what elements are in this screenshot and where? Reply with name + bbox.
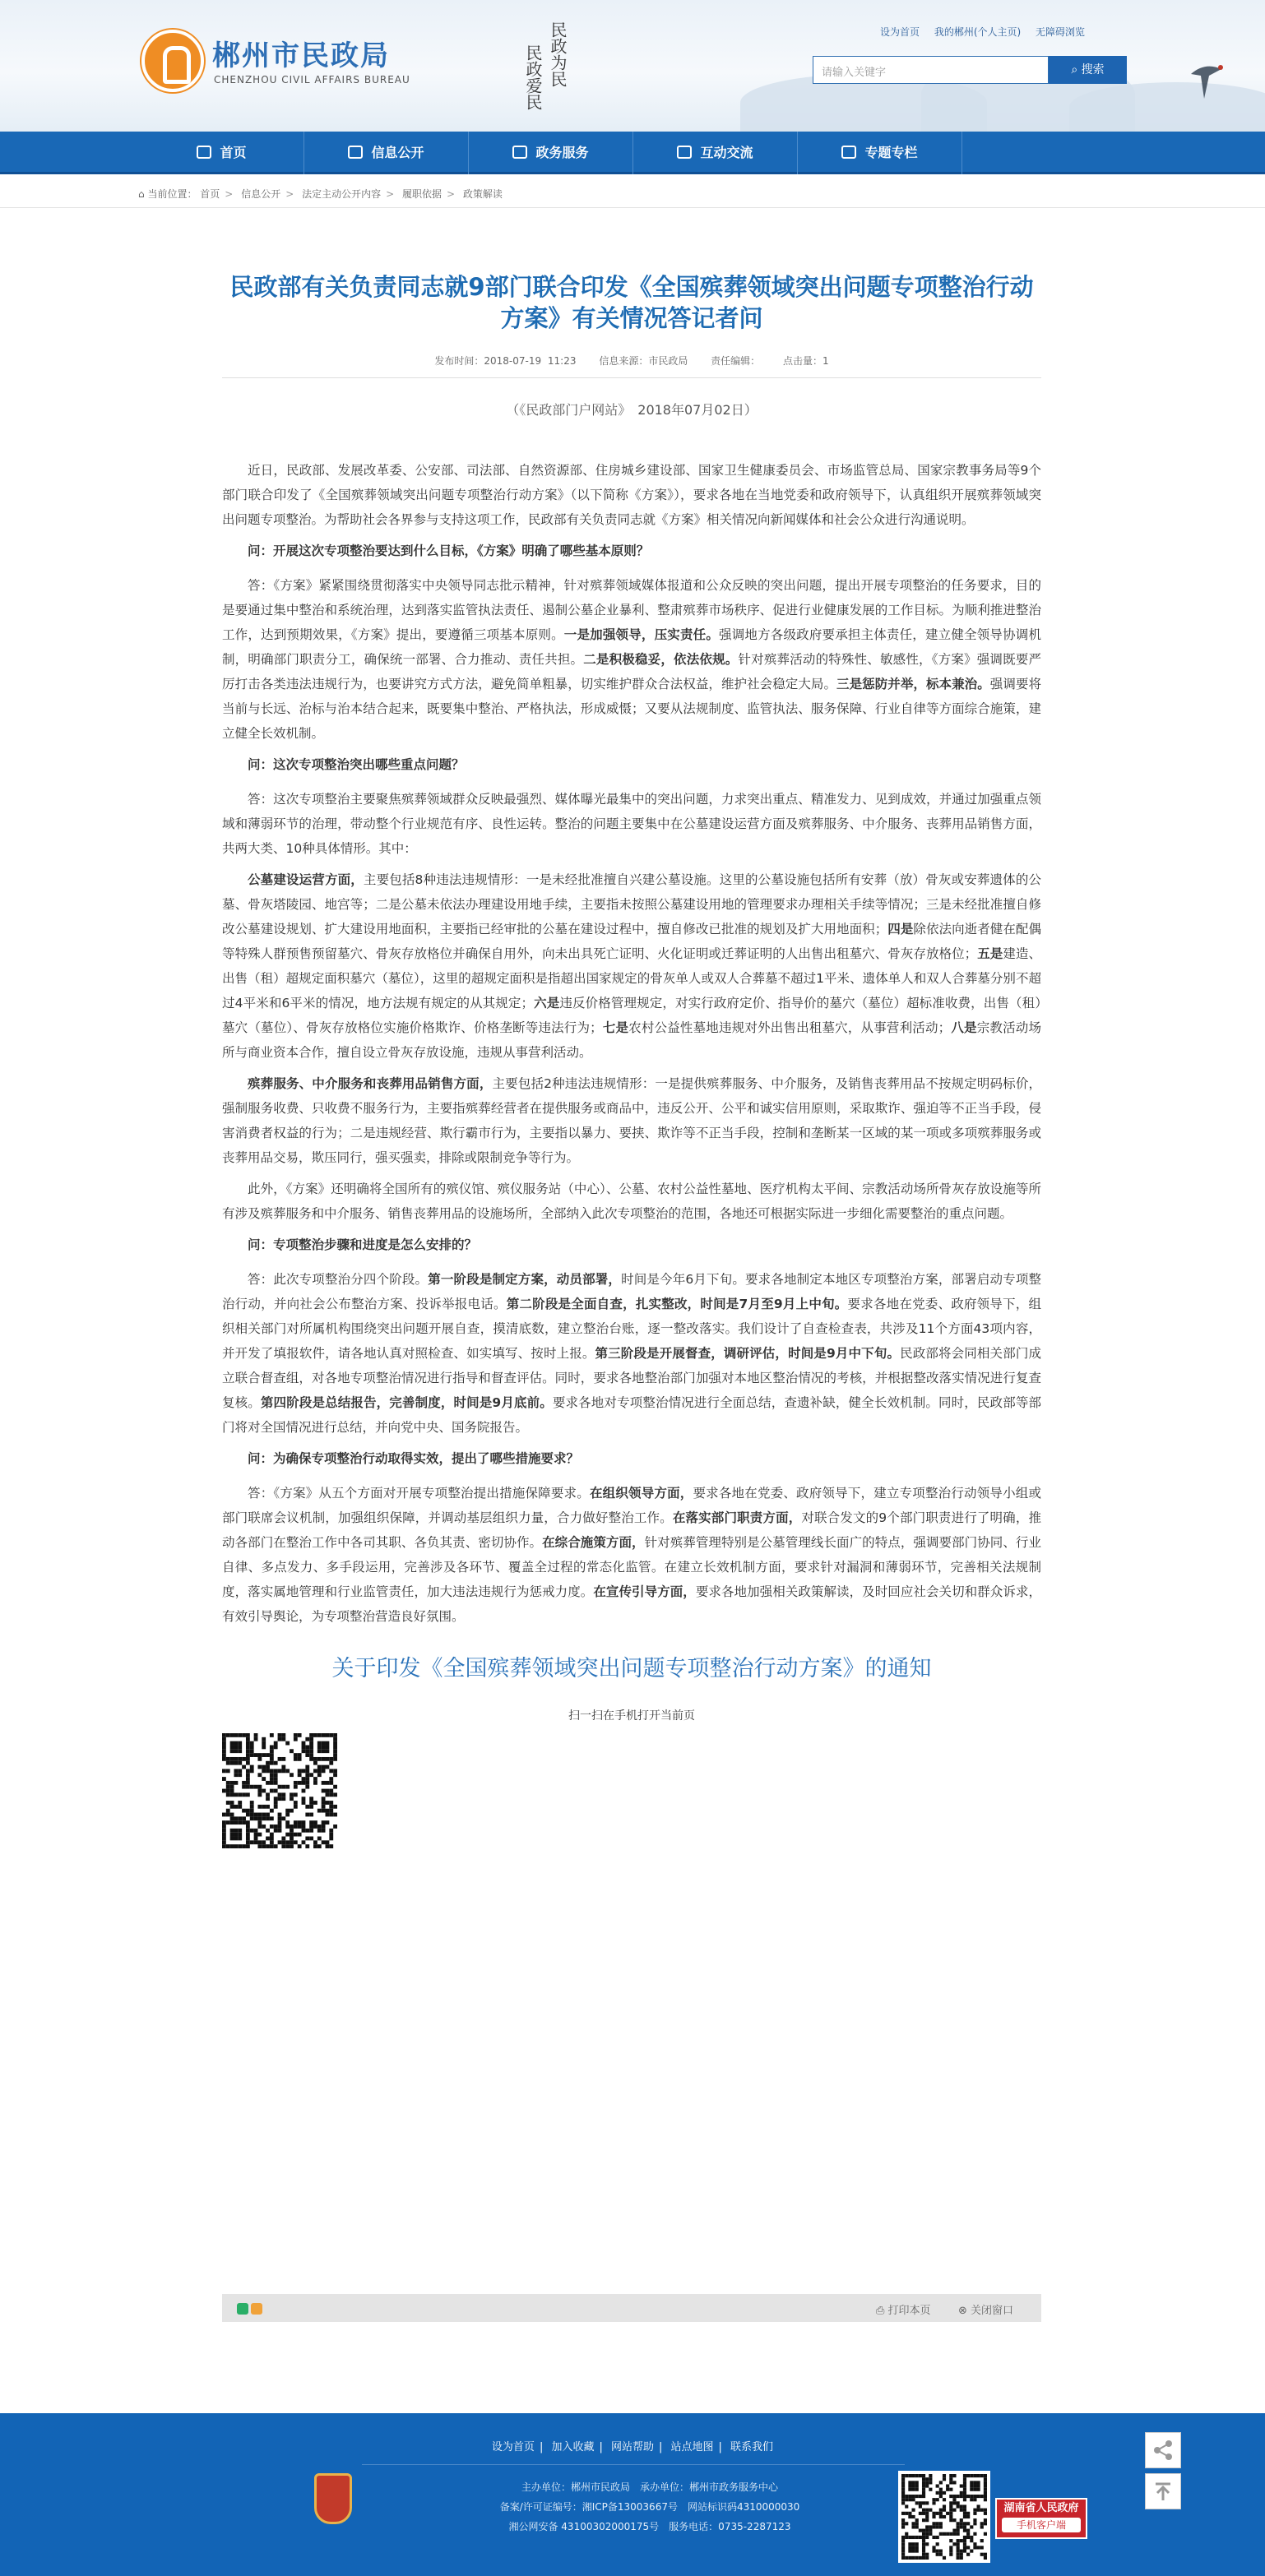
question: 问：为确保专项整治行动取得实效，提出了哪些措施要求？ (248, 1451, 580, 1466)
source-line: （《民政部门户网站》 2018年07月02日） (506, 402, 758, 418)
breadcrumb: ⌂ 当前位置： 首页 > 信息公开 > 法定主动公开内容 > 履职依据 > 政策解读 (138, 188, 503, 200)
publish-time: 发布时间：2018-07-19 11:23 (434, 355, 577, 367)
footer-links: 设为首页 | 加入收藏 | 网站帮助 | 站点地图 | 联系我们 (491, 2441, 774, 2453)
question: 问：这次专项整治突出哪些重点问题？ (248, 757, 465, 772)
nav-home[interactable]: 首页 (140, 132, 304, 174)
crane-icon (1184, 58, 1226, 107)
app-qr-code (898, 2471, 990, 2563)
share-icon (1146, 2433, 1180, 2467)
footer-link[interactable]: 联系我们 (730, 2441, 774, 2453)
breadcrumb-item[interactable]: 政策解读 (462, 188, 503, 200)
breadcrumb-item[interactable]: 首页 (200, 188, 220, 200)
divider (0, 207, 1265, 208)
close-window-button[interactable]: ⊗ 关闭窗口 (958, 2305, 1014, 2317)
mobile-app-link[interactable]: 湖南省人民政府 手机客户端 (995, 2498, 1087, 2539)
chat-icon (677, 146, 692, 159)
footer-link[interactable]: 设为首页 (491, 2441, 535, 2453)
share-bar (222, 2294, 1041, 2322)
edit-icon (512, 146, 527, 159)
home-icon (197, 146, 211, 159)
divider (362, 2464, 905, 2465)
set-homepage-link[interactable]: 设为首页 (880, 26, 920, 38)
search-input[interactable]: 请输入关键字 (813, 56, 1049, 84)
main-nav (0, 132, 1265, 174)
motto-calligraphy: 民政为民 民政爱民 (523, 21, 568, 110)
paragraph: 答：《方案》紧紧围绕贯彻落实中央领导同志批示精神，针对殡葬领域媒体报道和公众反映的突出问题，提出开展专项整治的任务要求，目的是要通过集中整治和系统治理，达到落实监管执法责任、遏制公墓企业暴利、整肃殡葬市场秩序、促进行业健康发展的工作目标。为顺利推进整治工作，达到预期效果，《方案》提出，要遵循三项基本原则。一是加强领导，压实责任。强调地方各级政府要承担主体责任，建立健全领导协调机制，明确部门职责分工，确保统一部署、合力推动、责任共担。二是积极稳妥，依法依规。针对殡葬活动的特殊性、敏感性，《方案》强调既要严厉打击各类违法违规行为，也要讲究方式方法，避免简单粗暴，切实维护群众合法权益，维护社会稳定大局。三是惩防并举，标本兼治。强调要将当前与长远、治标与治本结合起来，既要集中整治、严格执法，形成威慑；又要从法规制度、监管执法、服务保障、行业自律等方面综合施策，建立健全长效机制。 (222, 578, 1041, 741)
accessibility-link[interactable]: 无障碍浏览 (1036, 26, 1086, 38)
hit-count: 点击量：1 (783, 355, 829, 367)
print-button[interactable]: ⎙ 打印本页 (876, 2305, 931, 2317)
question: 问：开展这次专项整治要达到什么目标，《方案》明确了哪些基本原则？ (248, 543, 650, 558)
breadcrumb-item[interactable]: 履职依据 (402, 188, 443, 200)
info-source: 信息来源：市民政局 (599, 355, 688, 367)
footer-link[interactable]: 网站帮助 (610, 2441, 654, 2453)
paragraph: 答：《方案》从五个方面对开展专项整治提出措施保障要求。在组织领导方面，要求各地在党委、政府领导下，建立专项整治行动领导小组或部门联席会议机制，加强组织保障，并调动基层组织力量，合力做好整治工作。在落实部门职责方面，对联合发文的9个部门职责进行了明确，推动各部门在整治工作中各司其职、各负其责、密切协作。在综合施策方面，针对殡葬管理特别是公墓管理线长面广的特点，强调要部门协同、行业自律、多点发力、多手段运用，完善涉及各环节、覆盖全过程的常态化监管。在建立长效机制方面，要求针对漏洞和薄弱环节，完善相关法规制度，落实属地管理和行业监管责任，加大违法违规行为惩戒力度。在宣传引导方面，要求各地加强相关政策解读，及时回应社会关切和群众诉求，有效引导舆论，为专项整治营造良好氛围。 (222, 1486, 1041, 1624)
layers-icon (841, 146, 856, 159)
question: 问：专项整治步骤和进度是怎么安排的？ (248, 1237, 478, 1252)
footer-link[interactable]: 加入收藏 (551, 2441, 595, 2453)
location-icon: ⌂ (138, 188, 148, 200)
search-icon: ⌕ (1071, 63, 1082, 76)
police-record: 湘公网安备 43100302000175号 服务电话：0735-2287123 (508, 2521, 791, 2532)
nav-info-disclosure[interactable]: 信息公开 (304, 132, 469, 174)
close-icon: ⊗ (958, 2305, 971, 2317)
article (222, 271, 1041, 1852)
footer-link[interactable]: 站点地图 (670, 2441, 714, 2453)
qr-caption: 扫一扫在手机打开当前页 (568, 1709, 695, 1723)
paragraph: 近日，民政部、发展改革委、公安部、司法部、自然资源部、住房城乡建设部、国家卫生健康委员会、市场监管总局、国家宗教事务局等9个部门联合印发了《全国殡葬领域突出问题专项整治行动方案》（以下简称《方案》），要求各地在当地党委和政府领导下，认真组织开展殡葬领域突出问题专项整治。为帮助社会各界参与支持这项工作，民政部有关负责同志就《方案》相关情况向新闻媒体和社会公众进行沟通说明。 (222, 463, 1041, 527)
site-subtitle: CHENZHOU CIVIL AFFAIRS BUREAU (214, 74, 410, 86)
document-icon (348, 146, 363, 159)
page-qr-code (222, 1733, 337, 1848)
arrow-up-icon (1146, 2474, 1180, 2509)
search-button[interactable]: ⌕ 搜索 (1049, 56, 1127, 84)
article-body (222, 458, 1041, 1629)
site-footer (0, 2413, 1265, 2576)
site-header (0, 0, 1265, 132)
paragraph: 殡葬服务、中介服务和丧葬用品销售方面，主要包括2种违法违规情形：一是提供殡葬服务、中介服务，及销售丧葬用品不按规定明码标价，强制服务收费、只收费不服务行为，主要指殡葬经营者在提供服务或商品中，违反公开、公平和诚实信用原则，采取欺诈、强迫等不正当手段，侵害消费者权益的行为；二是违规经营、欺行霸市行为，主要指以暴力、要挟、欺诈等不正当手段，控制和垄断某一区域的某一项或多项殡葬服务或丧葬用品交易，欺压同行，强买强卖，排除或限制竞争等行为。 (222, 1076, 1041, 1165)
paragraph: 答：此次专项整治分四个阶段。第一阶段是制定方案，动员部署，时间是今年6月下旬。要求各地制定本地区专项整治方案，部署启动专项整治行动，并向社会公布整治方案、投诉举报电话。第二阶段是全面自查，扎实整改，时间是7月至9月上中旬。要求各地在党委、政府领导下，组织相关部门对所属机构围绕突出问题开展自查，摸清底数，建立整治台账，逐一整改落实。我们设计了自查检查表，共涉及11个方面43项内容，并开发了填报软件，请各地认真对照检查、如实填写、按时上报。第三阶段是开展督查，调研评估，时间是9月中下旬。民政部将会同相关部门成立联合督查组，对各地专项整治情况进行指导和督查评估。同时，要求各地整治部门加强对本地区整治情况的考核，并根据整改落实情况进行复查复核。第四阶段是总结报告，完善制度，时间是9月底前。要求各地对专项整治情况进行全面总结，查遗补缺，健全长效机制。同时，民政部等部门将对全国情况进行总结，并向党中央、国务院报告。 (222, 1272, 1041, 1435)
bureau-logo-icon[interactable] (141, 30, 204, 92)
breadcrumb-item[interactable]: 信息公开 (241, 188, 281, 200)
breadcrumb-item[interactable]: 法定主动公开内容 (302, 188, 382, 200)
nav-gov-services[interactable]: 政务服务 (469, 132, 633, 174)
printer-icon: ⎙ (876, 2305, 888, 2317)
wechat-share-icon[interactable] (237, 2303, 248, 2315)
divider (222, 377, 1041, 378)
top-links (880, 25, 1096, 39)
share-float-button[interactable] (1145, 2432, 1181, 2468)
editor: 责任编辑： (711, 355, 761, 367)
article-title: 民政部有关负责同志就9部门联合印发《全国殡葬领域突出问题专项整治行动方案》有关情况答记者问 (229, 273, 1034, 332)
footer-info: 主办单位：郴州市民政局 承办单位：郴州市政务服务中心 备案/许可证编号：湘ICP备13003667号 网站标识码4310000030 湘公网安备 43100302000175号 服务电话：0735-2287123 (461, 2477, 839, 2537)
article-meta (222, 354, 1041, 368)
paragraph: 此外，《方案》还明确将全国所有的殡仪馆、殡仪服务站（中心）、公墓、农村公益性墓地、医疗机构太平间、宗教活动场所骨灰存放设施等所有涉及殡葬服务和中介服务、销售丧葬用品的设施场所，全部纳入此次专项整治的范围，各地还可根据实际进一步细化需要整治的重点问题。 (222, 1182, 1041, 1221)
site-title[interactable]: 郴州市民政局 (212, 39, 390, 72)
personal-page-link[interactable]: 我的郴州(个人主页) (934, 26, 1022, 38)
nav-special-topics[interactable]: 专题专栏 (798, 132, 962, 174)
party-gov-emblem-icon[interactable] (314, 2473, 352, 2524)
weibo-share-icon[interactable] (251, 2303, 262, 2315)
nav-interaction[interactable]: 互动交流 (633, 132, 798, 174)
related-notice-link[interactable]: 关于印发《全国殡葬领域突出问题专项整治行动方案》的通知 (331, 1656, 932, 1681)
back-to-top-button[interactable] (1145, 2473, 1181, 2509)
paragraph: 答：这次专项整治主要聚焦殡葬领域群众反映最强烈、媒体曝光最集中的突出问题，力求突出重点、精准发力、见到成效，并通过加强重点领域和薄弱环节的治理，带动整个行业规范有序、良性运转。整治的问题主要集中在公墓建设运营方面及殡葬服务、中介服务、丧葬用品销售方面，共两大类、10种具体情形。其中： (222, 792, 1041, 856)
paragraph: 公墓建设运营方面，主要包括8种违法违规情形：一是未经批准擅自兴建公墓设施。这里的公墓设施包括所有安葬（放）骨灰或安葬遗体的公墓、骨灰塔陵园、地宫等；二是公墓未依法办理建设用地手续，主要指未按照公墓建设用地的管理要求办理相关手续等情况；三是未经批准擅自修改公墓建设规划、扩大建设用地面积，主要指已经审批的公墓在建设过程中，擅自修改已批准的规划及扩大用地面积；四是除依法向逝者健在配偶等特殊人群预售预留墓穴、骨灰存放格位并确保自用外，向未出具死亡证明、火化证明或迁葬证明的人出售出租墓穴、骨灰存放格位；五是建造、出售（租）超规定面积墓穴（墓位），这里的超规定面积是指超出国家规定的骨灰单人或双人合葬墓不超过1平米、遗体单人和双人合葬墓分别不超过4平米和6平米的情况，地方法规有规定的从其规定；六是违反价格管理规定，对实行政府定价、指导价的墓穴（墓位）超标准收费，出售（租）墓穴（墓位）、骨灰存放格位实施价格欺诈、价格垄断等违法行为；七是农村公益性墓地违规对外出售出租墓穴，从事营利活动；八是宗教活动场所与商业资本合作，擅自设立骨灰存放设施，违规从事营利活动。 (222, 872, 1041, 1060)
